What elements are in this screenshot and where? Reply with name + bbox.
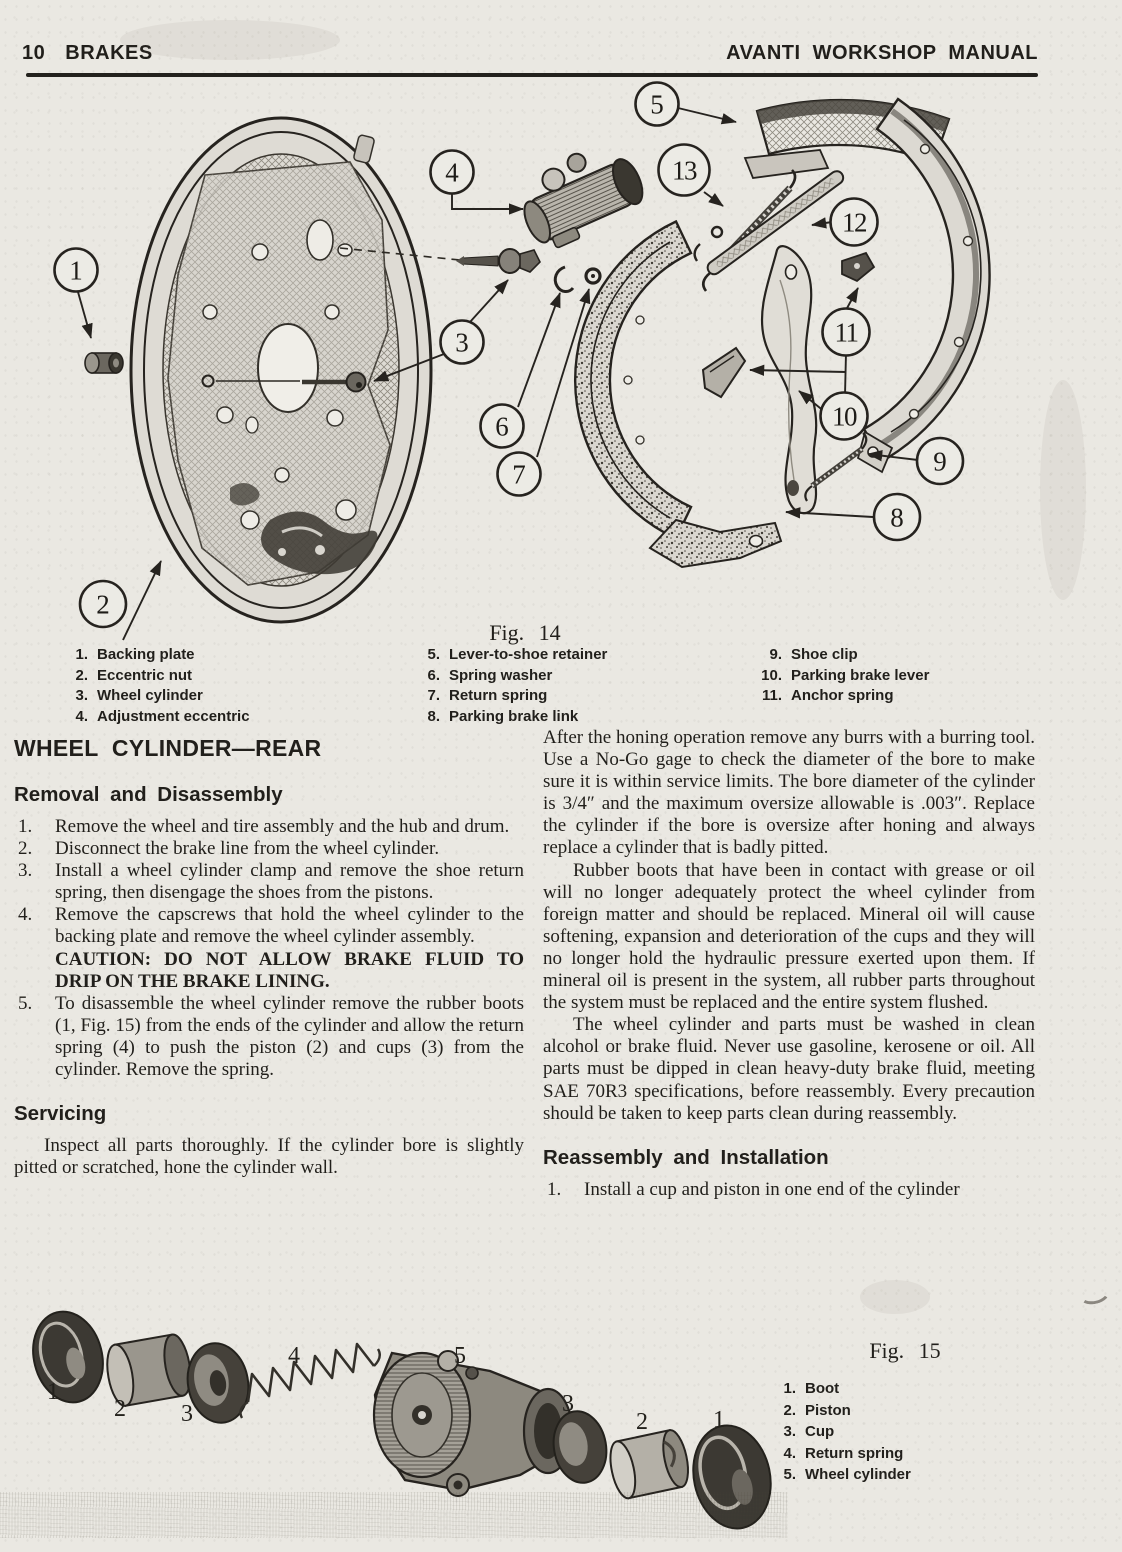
brake-shoe-right-drawing	[858, 99, 990, 472]
piston-right-drawing	[606, 1428, 692, 1501]
scan-smudge	[860, 1280, 930, 1314]
svg-text:13: 13	[672, 155, 696, 186]
legend-item: 3. Cup	[783, 1423, 835, 1440]
eccentric-nut-drawing	[85, 353, 123, 373]
fig15-legend	[778, 1378, 911, 1486]
caution-note: CAUTION: DO NOT ALLOW BRAKE FLUID TO DRIP ON THE BRAKE LINING.	[55, 948, 524, 992]
svg-text:3: 3	[455, 327, 469, 358]
fig15-label-4: 4	[288, 1343, 300, 1369]
fig14-caption: Fig. 14	[489, 620, 561, 645]
backing-plate-drawing	[131, 118, 431, 622]
fig14-diagram	[20, 80, 1082, 642]
fig14-legend-col3	[752, 645, 929, 707]
left-column	[14, 735, 524, 1179]
fig14-callout-8	[874, 494, 920, 540]
subsection-heading-servicing: Servicing	[14, 1102, 107, 1126]
legend-item: 10. Parking brake lever	[761, 666, 930, 684]
right-column	[543, 727, 1035, 1201]
svg-text:11: 11	[834, 317, 858, 348]
legend-item: 2. Eccentric nut	[75, 666, 193, 684]
parking-brake-lever-drawing	[762, 246, 816, 513]
spring-washer-drawing	[555, 267, 573, 292]
svg-text:5: 5	[650, 89, 664, 120]
fig14-callout-2	[80, 581, 126, 627]
fig14-callout-6	[481, 405, 524, 448]
wheel-cylinder-body-drawing	[374, 1351, 572, 1496]
manual-title: AVANTI WORKSHOP MANUAL	[726, 42, 1038, 64]
header-rule	[26, 73, 1038, 77]
svg-text:2: 2	[96, 589, 110, 620]
fig14-callout-9	[917, 438, 963, 484]
fig14-callout-3	[441, 321, 484, 364]
procedure-step: 3. Install a wheel cylinder clamp and remove the shoe return spring, then disengage the shoes from the pistons.	[18, 860, 524, 904]
fig14-callout-10	[821, 393, 868, 440]
procedure-step: 5. To disassemble the wheel cylinder remove the rubber boots (1, Fig. 15) from the ends of the cylinder and allow the return spring (4) to push the piston (2) and cups (3) from the cylinder. Remove the spring.	[18, 992, 524, 1081]
return-spring-drawing-fig15	[240, 1344, 379, 1418]
fig14-callout-5	[636, 83, 679, 126]
body-paragraph: Rubber boots that have been in contact with grease or oil will no longer adequately protect the wheel cylinder from foreign matter and should be replaced. Mineral oil will cause softening, expansion and deterioration of the cups and they will no longer hold the hydraulic pressure exerted upon them. If mineral oil is present in the system, all rubber parts throughout the system must be replaced and the entire system flushed.	[543, 859, 1035, 1014]
svg-text:1: 1	[69, 255, 83, 286]
fig15-label-1R: 1	[713, 1407, 725, 1433]
section-heading: WHEEL CYLINDER—REAR	[14, 735, 322, 761]
fig14-legend-col2	[418, 645, 607, 727]
fig15-caption: Fig. 15	[869, 1338, 941, 1363]
scan-pencil-mark	[1076, 1279, 1112, 1307]
fig15-label-1L: 1	[47, 1379, 59, 1405]
wheel-cylinder-drawing	[509, 134, 652, 255]
legend-item: 1. Backing plate	[75, 646, 195, 663]
procedure-step: 4. Remove the capscrews that hold the wheel cylinder to the backing plate and remove the wheel cylinder assembly.	[18, 904, 524, 948]
legend-item: 4. Adjustment eccentric	[75, 707, 250, 725]
svg-text:12: 12	[842, 207, 866, 238]
procedure-step: 2. Disconnect the brake line from the wheel cylinder.	[18, 838, 440, 860]
legend-item: 2. Piston	[783, 1401, 851, 1419]
procedure-step: 1. Remove the wheel and tire assembly and the hub and drum.	[18, 816, 510, 837]
scan-noise-band	[0, 1492, 788, 1538]
subsection-heading-reassembly: Reassembly and Installation	[543, 1145, 829, 1169]
fig15-label-3L: 3	[181, 1401, 193, 1427]
body-paragraph: The wheel cylinder and parts must be washed in clean alcohol or brake fluid. Never use gasoline, kerosene or oil. All parts must be dipped in clean heavy-duty brake fluid, meeting SAE 70R3 specifications, before reassembly. Every precaution should be taken to keep parts clean during reassembly.	[543, 1014, 1035, 1124]
shoe-clip-drawing	[703, 348, 745, 397]
scan-smudge	[1040, 380, 1086, 600]
fig14-legend-col1	[66, 645, 250, 727]
scan-smudge	[120, 20, 340, 60]
legend-item: 11. Anchor spring	[761, 687, 894, 704]
svg-text:10: 10	[832, 401, 856, 432]
fig14-callout-1	[55, 249, 98, 292]
fig15-label-3R: 3	[562, 1391, 574, 1417]
fig14-callout-13	[659, 145, 710, 196]
legend-item: 5. Wheel cylinder	[783, 1466, 911, 1483]
fig15-label-5: 5	[454, 1343, 466, 1369]
legend-item: 5. Lever-to-shoe retainer	[427, 646, 608, 663]
svg-text:4: 4	[445, 157, 459, 188]
legend-item: 1. Boot	[783, 1380, 840, 1397]
page-number: 10	[22, 42, 46, 64]
fig14-callout-4	[431, 151, 474, 194]
svg-text:7: 7	[512, 459, 526, 490]
svg-text:8: 8	[890, 502, 904, 533]
procedure-step: 1. Install a cup and piston in one end of the cylinder	[547, 1178, 960, 1200]
lever-to-shoe-retainer-drawing	[745, 150, 828, 178]
servicing-paragraph: Inspect all parts thoroughly. If the cylinder bore is slightly pitted or scratched, hone the cylinder wall.	[14, 1135, 524, 1179]
svg-text:6: 6	[495, 411, 509, 442]
legend-item: 3. Wheel cylinder	[75, 687, 203, 704]
subsection-heading-removal: Removal and Disassembly	[14, 783, 283, 806]
body-paragraph: After the honing operation remove any burrs with a burring tool. Use a No-Go gage to check the diameter of the bore to make sure it is within service limits. The bore diameter of the cylinder is 3/4″ and the maximum oversize allowable is .003″. Replace the cylinder if the bore is oversize after honing and always replace a cylinder that is badly pitted.	[543, 727, 1035, 859]
boot-left-drawing	[24, 1304, 112, 1410]
brake-shoe-left-drawing	[575, 222, 781, 568]
svg-text:9: 9	[933, 446, 947, 477]
return-spring-end-drawing	[586, 269, 600, 283]
chapter-title: BRAKES	[65, 42, 153, 64]
legend-item: 7. Return spring	[427, 687, 548, 704]
legend-item: 4. Return spring	[783, 1444, 904, 1462]
fig15-label-2L: 2	[114, 1396, 126, 1422]
fig14-callout-12	[831, 199, 878, 246]
anchor-spring-drawing	[842, 253, 874, 281]
legend-item: 8. Parking brake link	[427, 707, 579, 725]
fig14-callout-7	[498, 453, 541, 496]
legend-item: 9. Shoe clip	[769, 646, 858, 663]
fig15-label-2R: 2	[636, 1409, 648, 1435]
fig14-callout-11	[823, 309, 870, 356]
legend-item: 6. Spring washer	[427, 666, 553, 684]
